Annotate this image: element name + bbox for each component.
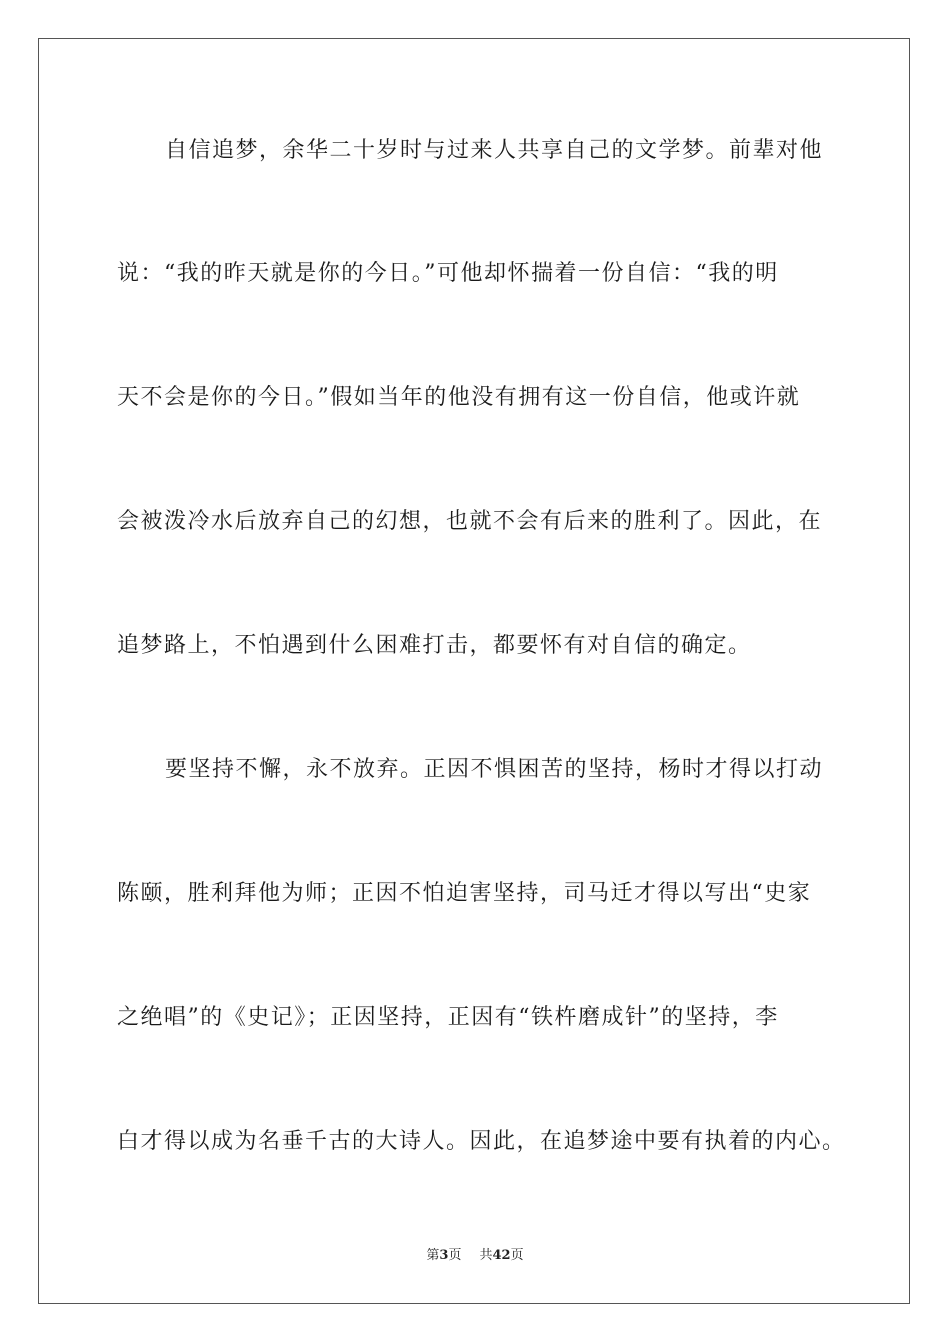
paragraph-line: 说：“我的昨天就是你的今日。”可他却怀揣着一份自信：“我的明 — [117, 261, 779, 286]
page-footer — [0, 1247, 950, 1265]
paragraph-line: 要坚持不懈，永不放弃。正因不惧困苦的坚持，杨时才得以打动 — [165, 757, 824, 782]
paragraph-line: 天不会是你的今日。”假如当年的他没有拥有这一份自信，他或许就 — [117, 385, 801, 410]
paragraph-line: 会被泼冷水后放弃自己的幻想，也就不会有后来的胜利了。因此，在 — [117, 509, 823, 534]
page-suffix: 页 — [448, 1248, 462, 1263]
paragraph-line: 陈颐，胜利拜他为师；正因不怕迫害坚持，司马迁才得以写出“史家 — [117, 881, 812, 906]
page-number: 3 — [439, 1248, 449, 1263]
page-border — [38, 38, 910, 1304]
paragraph-line: 白才得以成为名垂千古的大诗人。因此，在追梦途中要有执着的内心。 — [117, 1129, 846, 1154]
paragraph-line: 自信追梦，余华二十岁时与过来人共享自己的文学梦。前辈对他 — [165, 138, 824, 163]
paragraph-line: 追梦路上，不怕遇到什么困难打击，都要怀有对自信的确定。 — [117, 633, 752, 658]
total-prefix: 共 — [479, 1248, 493, 1263]
paragraph-line: 之绝唱”的《史记》；正因坚持，正因有“铁杵磨成针”的坚持，李 — [117, 1005, 779, 1030]
total-suffix: 页 — [510, 1248, 524, 1263]
page-prefix: 第 — [426, 1248, 440, 1263]
total-pages: 42 — [492, 1248, 511, 1263]
